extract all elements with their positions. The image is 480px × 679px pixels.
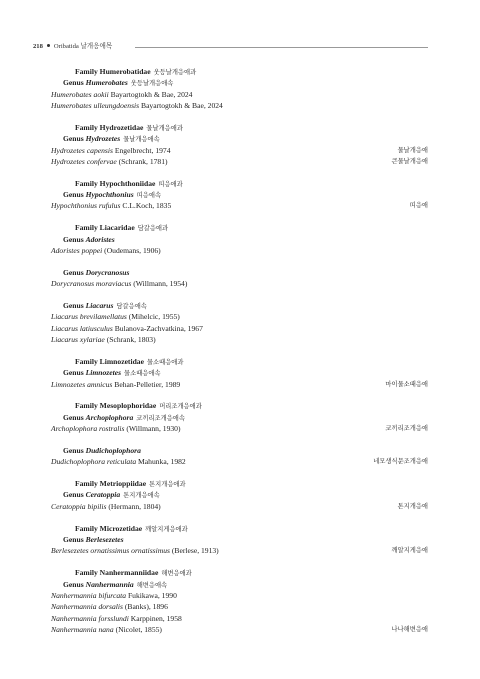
species-author: (Nicolet, 1855) (115, 624, 162, 634)
species-korean-name: 마이물소때응애 (385, 380, 428, 388)
species-korean-name: 나나해변응애 (391, 625, 428, 633)
genus-prefix: Genus (63, 78, 84, 88)
genus-name: Hydrozetes (85, 134, 121, 144)
genus-prefix: Genus (63, 579, 84, 589)
species-author: Bayartogtokh & Bae, 2024 (141, 101, 223, 111)
species-entry (51, 613, 428, 624)
species-author: (Berlese, 1913) (171, 546, 219, 556)
section-gap (51, 468, 428, 479)
species-entry (51, 245, 428, 256)
species-name: Nanhermannia bifurcata (51, 590, 127, 600)
family-entry (51, 567, 428, 578)
genus-prefix: Genus (63, 412, 84, 422)
species-korean-name: 코끼리조개응애 (385, 425, 428, 433)
genus-korean-name: 띠응애속 (136, 192, 162, 200)
family-korean-name: 웃등날개응애과 (153, 69, 197, 76)
species-name: Adoristes poppei (51, 245, 103, 255)
species-author: Fukikawa, 1990 (127, 590, 177, 600)
species-name: Humerobates aokii (51, 89, 109, 99)
section-gap (51, 290, 428, 301)
section-gap (51, 434, 428, 445)
species-korean-name: 물날개응애 (397, 146, 428, 154)
species-name: Hydrozetes capensis (51, 145, 113, 155)
species-name: Liacarus brevilamellatus (51, 312, 127, 322)
genus-entry (51, 367, 428, 378)
species-name: Nanhermannia dorsalis (51, 602, 123, 612)
species-entry (51, 89, 428, 100)
species-korean-name: 깨알지게응애 (391, 547, 428, 555)
species-korean-name: 네모생식문조개응애 (373, 458, 428, 466)
genus-name: Dudichoplophora (85, 445, 141, 455)
species-author: C.L.Koch, 1835 (122, 201, 172, 211)
genus-korean-name: 코끼리조개응애속 (136, 414, 185, 422)
section-gap (51, 512, 428, 523)
genus-name: Humerobates (85, 78, 128, 88)
species-korean-name: 톤지개응애 (397, 502, 428, 510)
genus-entry (51, 133, 428, 144)
page-header (33, 41, 428, 53)
family-name: Family Liacaridae (75, 223, 135, 233)
species-name: Hypochthonius rufulus (51, 201, 121, 211)
genus-prefix: Genus (63, 190, 84, 200)
section-gap (51, 167, 428, 178)
family-entry (51, 66, 428, 77)
species-entry (51, 423, 428, 434)
species-name: Dorycranosus moraviacus (51, 279, 132, 289)
book-title: Oribatida 날개응애목 (53, 43, 113, 50)
species-entry (51, 100, 428, 111)
section-gap (51, 212, 428, 223)
species-name: Humerobates ulleungdoensis (51, 101, 140, 111)
genus-entry (51, 300, 428, 311)
family-korean-name: 담갈응애과 (137, 225, 169, 233)
species-author: (Oudemans, 1906) (104, 245, 161, 255)
family-korean-name: 머리조개응애과 (159, 403, 202, 411)
species-name: Liacarus xylariae (51, 335, 105, 345)
family-name: Family Nanhermanniidae (75, 568, 159, 578)
species-author: (Willmann, 1930) (126, 424, 181, 434)
genus-prefix: Genus (63, 368, 84, 378)
species-checklist (51, 66, 428, 635)
family-name: Family Metrioppiidae (75, 479, 147, 489)
section-gap (51, 345, 428, 356)
page-number: 218 (33, 43, 43, 50)
family-name: Family Hypochthoniidae (75, 178, 156, 188)
species-entry (51, 156, 428, 167)
species-author: Bulanova-Zachvatkina, 1967 (114, 323, 203, 333)
species-name: Berlesezetes ornatissimus ornatissimus (51, 546, 170, 556)
header-bullet (47, 44, 50, 47)
header-rule (135, 47, 428, 48)
family-entry (51, 222, 428, 233)
genus-name: Hypochthonius (85, 190, 134, 200)
species-name: Archoplophora rostralis (51, 424, 125, 434)
family-name: Family Mesoplophoridae (75, 401, 157, 411)
species-name: Liacarus latiusculus (51, 323, 113, 333)
family-entry (51, 178, 428, 189)
family-name: Family Microzetidae (75, 523, 143, 533)
species-author: Bayartogtokh & Bae, 2024 (110, 89, 193, 99)
species-author: Behan-Pelletier, 1989 (114, 379, 181, 389)
family-entry (51, 122, 428, 133)
species-entry (51, 624, 428, 635)
species-author: Engelbrecht, 1974 (114, 145, 171, 155)
species-name: Nanhermannia forsslundi (51, 613, 129, 623)
genus-name: Berlesezetes (85, 535, 124, 544)
species-name: Hydrozetes confervae (51, 156, 117, 166)
species-entry (51, 601, 428, 612)
section-gap (51, 111, 428, 122)
genus-prefix: Genus (63, 490, 84, 500)
species-entry (51, 545, 428, 556)
genus-entry (51, 267, 428, 278)
family-korean-name: 해변응애과 (161, 570, 192, 578)
species-entry (51, 145, 428, 156)
genus-prefix: Genus (63, 535, 84, 544)
species-author: Mahunka, 1982 (138, 457, 186, 467)
genus-entry (51, 445, 428, 456)
species-author: (Schrank, 1803) (106, 335, 156, 345)
genus-entry (51, 579, 428, 590)
species-name: Nanhermannia nana (51, 624, 114, 634)
species-author: (Schrank, 1781) (118, 156, 168, 166)
genus-name: Nanhermannia (85, 579, 134, 589)
family-entry (51, 356, 428, 367)
genus-entry (51, 77, 428, 88)
genus-korean-name: 담갈응애속 (116, 303, 147, 310)
genus-name: Adoristes (85, 234, 115, 244)
species-entry (51, 334, 428, 345)
species-entry (51, 501, 428, 512)
section-gap (51, 256, 428, 267)
family-name: Family Limnozetidae (75, 356, 144, 366)
genus-korean-name: 톤지개응애속 (123, 492, 160, 500)
genus-name: Ceratoppia (85, 490, 121, 500)
family-korean-name: 띠응애과 (158, 180, 183, 188)
species-author: (Banks), 1896 (124, 602, 168, 612)
genus-name: Limnozetes (85, 368, 122, 378)
genus-prefix: Genus (63, 267, 84, 277)
species-entry (51, 456, 428, 467)
species-author: Karppinen, 1958 (130, 613, 182, 623)
species-entry (51, 379, 428, 390)
genus-korean-name: 물날개응애속 (123, 136, 160, 144)
species-author: (Willmann, 1954) (133, 279, 188, 289)
section-gap (51, 557, 428, 568)
species-entry (51, 323, 428, 334)
genus-korean-name: 웃등날개응애속 (130, 80, 174, 88)
family-name: Family Hydrozetidae (75, 122, 144, 132)
section-gap (51, 390, 428, 401)
species-author: (Hermann, 1804) (108, 501, 161, 511)
genus-name: Dorycranosus (85, 267, 130, 277)
genus-entry (51, 412, 428, 423)
genus-prefix: Genus (63, 301, 84, 310)
family-korean-name: 물소때응애과 (146, 358, 184, 366)
genus-prefix: Genus (63, 445, 84, 455)
species-name: Limnozetes amnicus (51, 379, 113, 389)
genus-prefix: Genus (63, 134, 84, 144)
species-entry (51, 311, 428, 322)
family-entry (51, 400, 428, 411)
species-name: Ceratoppia bipilis (51, 501, 107, 511)
genus-prefix: Genus (63, 234, 84, 244)
genus-name: Archoplophora (85, 412, 134, 422)
family-entry (51, 478, 428, 489)
family-korean-name: 톤지개응애과 (149, 481, 186, 489)
species-entry (51, 278, 428, 289)
family-entry (51, 523, 428, 534)
species-author: (Mihelcic, 1955) (128, 312, 180, 322)
genus-entry (51, 189, 428, 200)
species-entry (51, 590, 428, 601)
genus-korean-name: 물소때응애속 (124, 370, 161, 378)
species-name: Dudichoplophora reticulata (51, 457, 137, 467)
genus-entry (51, 489, 428, 500)
species-entry (51, 200, 428, 211)
genus-entry (51, 534, 428, 545)
genus-korean-name: 해변응애속 (136, 581, 168, 589)
genus-entry (51, 234, 428, 245)
species-korean-name: 큰물날개응애 (391, 157, 428, 165)
family-korean-name: 깨알지게응애과 (145, 525, 188, 533)
family-korean-name: 물날개응애과 (146, 124, 183, 132)
genus-name: Liacarus (85, 301, 114, 310)
family-name: Family Humerobatidae (75, 67, 151, 76)
species-korean-name: 띠응애 (409, 202, 428, 210)
